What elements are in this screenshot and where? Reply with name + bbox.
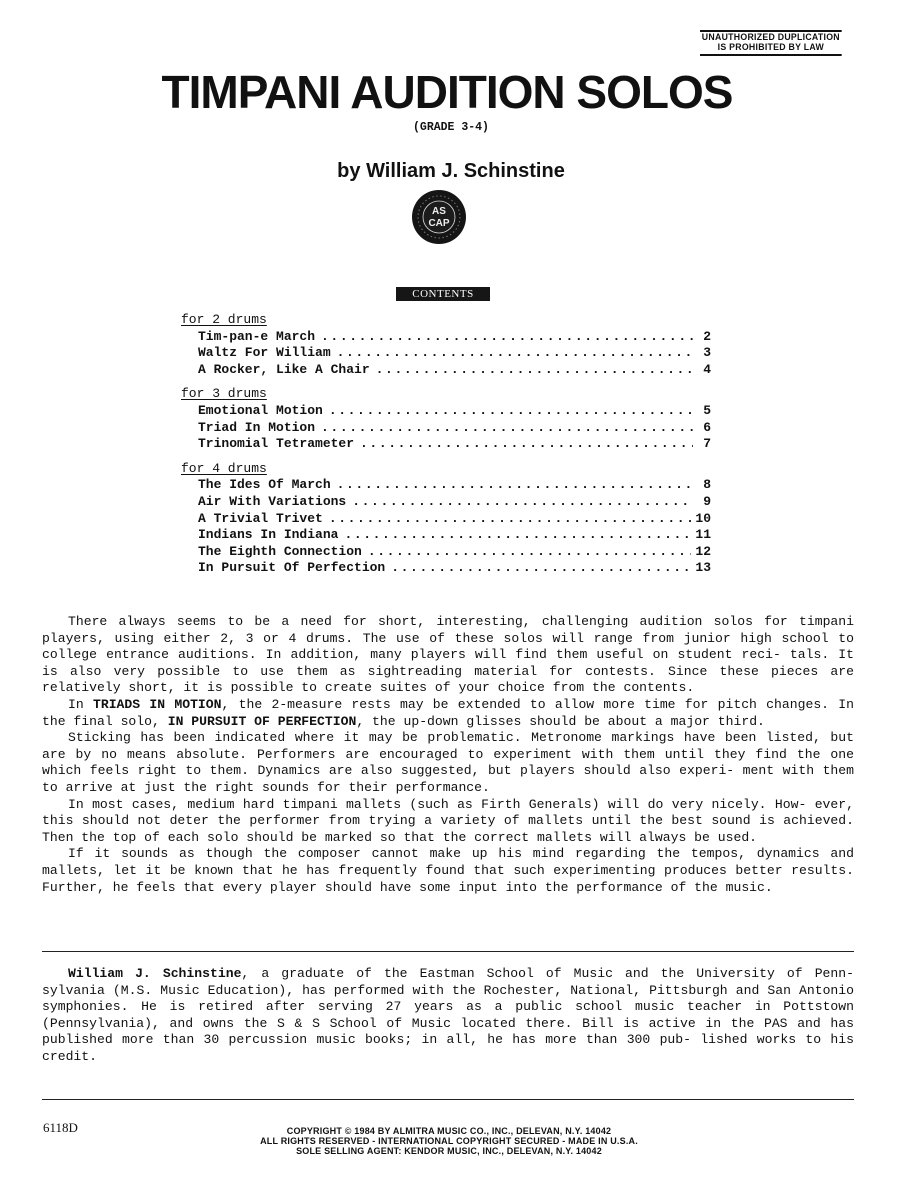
toc-entry[interactable] (181, 494, 711, 511)
notice-line-1: UNAUTHORIZED DUPLICATION (701, 32, 840, 43)
toc-group-heading: for 2 drums (181, 312, 267, 327)
toc-entry-title: Tim-pan-e March (198, 328, 316, 344)
toc-leader-dots (344, 527, 691, 544)
toc-entry[interactable] (181, 560, 711, 577)
toc-group-4-drums (181, 461, 711, 577)
toc-entry[interactable] (181, 403, 711, 420)
notice-line-2: IS PROHIBITED BY LAW (717, 42, 825, 53)
author-byline: by William J. Schinstine (337, 160, 565, 182)
toc-entry-page: 4 (703, 361, 711, 377)
toc-entry-page: 3 (703, 345, 711, 361)
toc-leader-dots (376, 362, 693, 379)
toc-leader-dots (337, 345, 693, 362)
toc-entry-page: 8 (703, 477, 711, 493)
toc-leader-dots (337, 477, 693, 494)
toc-leader-dots (321, 329, 693, 346)
introduction (42, 614, 854, 896)
toc-entry[interactable] (181, 345, 711, 362)
toc-entry[interactable] (181, 362, 711, 379)
toc-leader-dots (329, 403, 693, 420)
intro-p2-text: , the 2-measure rests may be extended to allow more time for pitch changes. In the final solo, (42, 696, 855, 729)
toc-entry-title: The Ides Of March (198, 477, 331, 493)
toc-leader-dots (321, 420, 693, 437)
contents-heading: CONTENTS (396, 287, 490, 301)
toc-entry-page: 7 (703, 436, 711, 452)
toc-entry-title: In Pursuit Of Perfection (198, 560, 386, 576)
toc-entry-title: Trinomial Tetrameter (198, 436, 355, 452)
copyright-line-3: SOLE SELLING AGENT: KENDOR MUSIC, INC., DELEVAN, N.Y. 14042 (296, 1146, 602, 1156)
toc-group-heading: for 4 drums (181, 460, 267, 476)
toc-entry-page: 11 (695, 527, 711, 543)
toc-entry[interactable] (181, 420, 711, 437)
page-title: TIMPANI AUDITION SOLOS (161, 66, 733, 118)
toc-entry[interactable] (181, 544, 711, 561)
intro-paragraph-4: In most cases, medium hard timpani mallets (such as Firth Generals) will do very nicely. How- ever, this should not deter the performer from trying a variety of mallets until the best sound is achieved. Then the top of each solo should be marked so that the correct mallets will always be used. (42, 796, 854, 845)
toc-entry-title: Emotional Motion (198, 402, 323, 418)
intro-paragraph-5: If it sounds as though the composer cannot make up his mind regarding the tempos, dynamics and mallets, let it be known that he has frequently found that such experimenting produces better results. Further, he feels that every player should have some input into the performance of the music. (42, 846, 854, 895)
solo-reference-pursuit: IN PURSUIT OF PERFECTION (167, 713, 357, 729)
toc-leader-dots (329, 511, 692, 528)
toc-entry-page: 5 (703, 402, 711, 418)
toc-entry-title: A Trivial Trivet (198, 510, 323, 526)
toc-group-2-drums (181, 312, 711, 378)
toc-group-heading: for 3 drums (181, 386, 267, 402)
grade-level: (GRADE 3-4) (413, 121, 489, 134)
toc-entry[interactable] (181, 436, 711, 453)
seal-text-mid: CAP (428, 218, 450, 229)
author-bio (42, 966, 854, 1066)
intro-p2-text: , the up-down glisses should be about a major third. (356, 713, 765, 729)
copyright-line-2: ALL RIGHTS RESERVED - INTERNATIONAL COPYRIGHT SECURED - MADE IN U.S.A. (260, 1136, 638, 1146)
toc-entry-page: 9 (703, 493, 711, 509)
divider (42, 1099, 854, 1100)
toc-entry[interactable] (181, 511, 711, 528)
intro-paragraph-3: Sticking has been indicated where it may be problematic. Metronome markings have been listed, but are by no means absolute. Performers are encouraged to experiment with them until they find the one which feels right to them. Dynamics are also suggested, but players should also experi- ment with them to arrive at just the right sounds for their performance. (42, 730, 854, 795)
intro-paragraph-1: There always seems to be a need for short, interesting, challenging audition solos for timpani players, using either 2, 3 or 4 drums. The use of these solos will range from junior high school to college entrance auditions. In addition, many players will find them useful on student reci- tals. It is also very possible to use them as sightreading material for contests. Since these pieces are relatively short, it is possible to create suites of your choice from the contents. (42, 614, 854, 696)
solo-reference-triads: TRIADS IN MOTION (92, 696, 222, 712)
toc-leader-dots (352, 494, 693, 511)
toc-entry-page: 6 (703, 419, 711, 435)
toc-entry-page: 2 (703, 328, 711, 344)
copyright-notice (0, 1126, 900, 1156)
toc-entry-page: 12 (695, 543, 711, 559)
ascap-seal-icon (410, 188, 468, 246)
toc-entry-page: 13 (695, 560, 711, 576)
copyright-line-1: COPYRIGHT © 1984 BY ALMITRA MUSIC CO., INC., DELEVAN, N.Y. 14042 (286, 1126, 612, 1136)
toc-entry[interactable] (181, 527, 711, 544)
seal-text-top: AS (432, 206, 446, 217)
toc-entry-title: Waltz For William (198, 345, 331, 361)
toc-entry-title: Indians In Indiana (198, 527, 339, 543)
toc-entry-title: The Eighth Connection (198, 543, 362, 559)
toc-leader-dots (391, 560, 691, 577)
intro-paragraph-2 (42, 697, 854, 730)
toc-entry-title: Triad In Motion (198, 419, 316, 435)
intro-p2-text: In (68, 696, 93, 712)
toc-entry[interactable] (181, 329, 711, 346)
catalog-number: 6118D (43, 1120, 78, 1135)
divider (42, 951, 854, 952)
toc-entry-title: A Rocker, Like A Chair (198, 361, 370, 377)
bio-text: , a graduate of the Eastman School of Music and the University of Penn- sylvania (M.S. Music Education), has performed with the Rochester, National, Pittsburgh and San Antonio symphonies. He is retired after serving 27 years as a public school music teacher in Pottstown (Pennsylvania), and owns the S & S School of Music located there. Bill is active in the PAS and has published more than 30 percussion music books; in all, he has more than 300 pub- lished works to his credit. (42, 966, 854, 1064)
toc-entry-title: Air With Variations (198, 493, 347, 509)
duplication-notice (700, 30, 842, 56)
toc-group-3-drums (181, 386, 711, 452)
toc-leader-dots (368, 544, 692, 561)
toc-entry[interactable] (181, 477, 711, 494)
toc-entry-page: 10 (695, 510, 711, 526)
bio-author-name: William J. Schinstine (68, 966, 242, 981)
table-of-contents (181, 312, 711, 585)
bio-paragraph (42, 966, 854, 1066)
toc-leader-dots (360, 436, 693, 453)
